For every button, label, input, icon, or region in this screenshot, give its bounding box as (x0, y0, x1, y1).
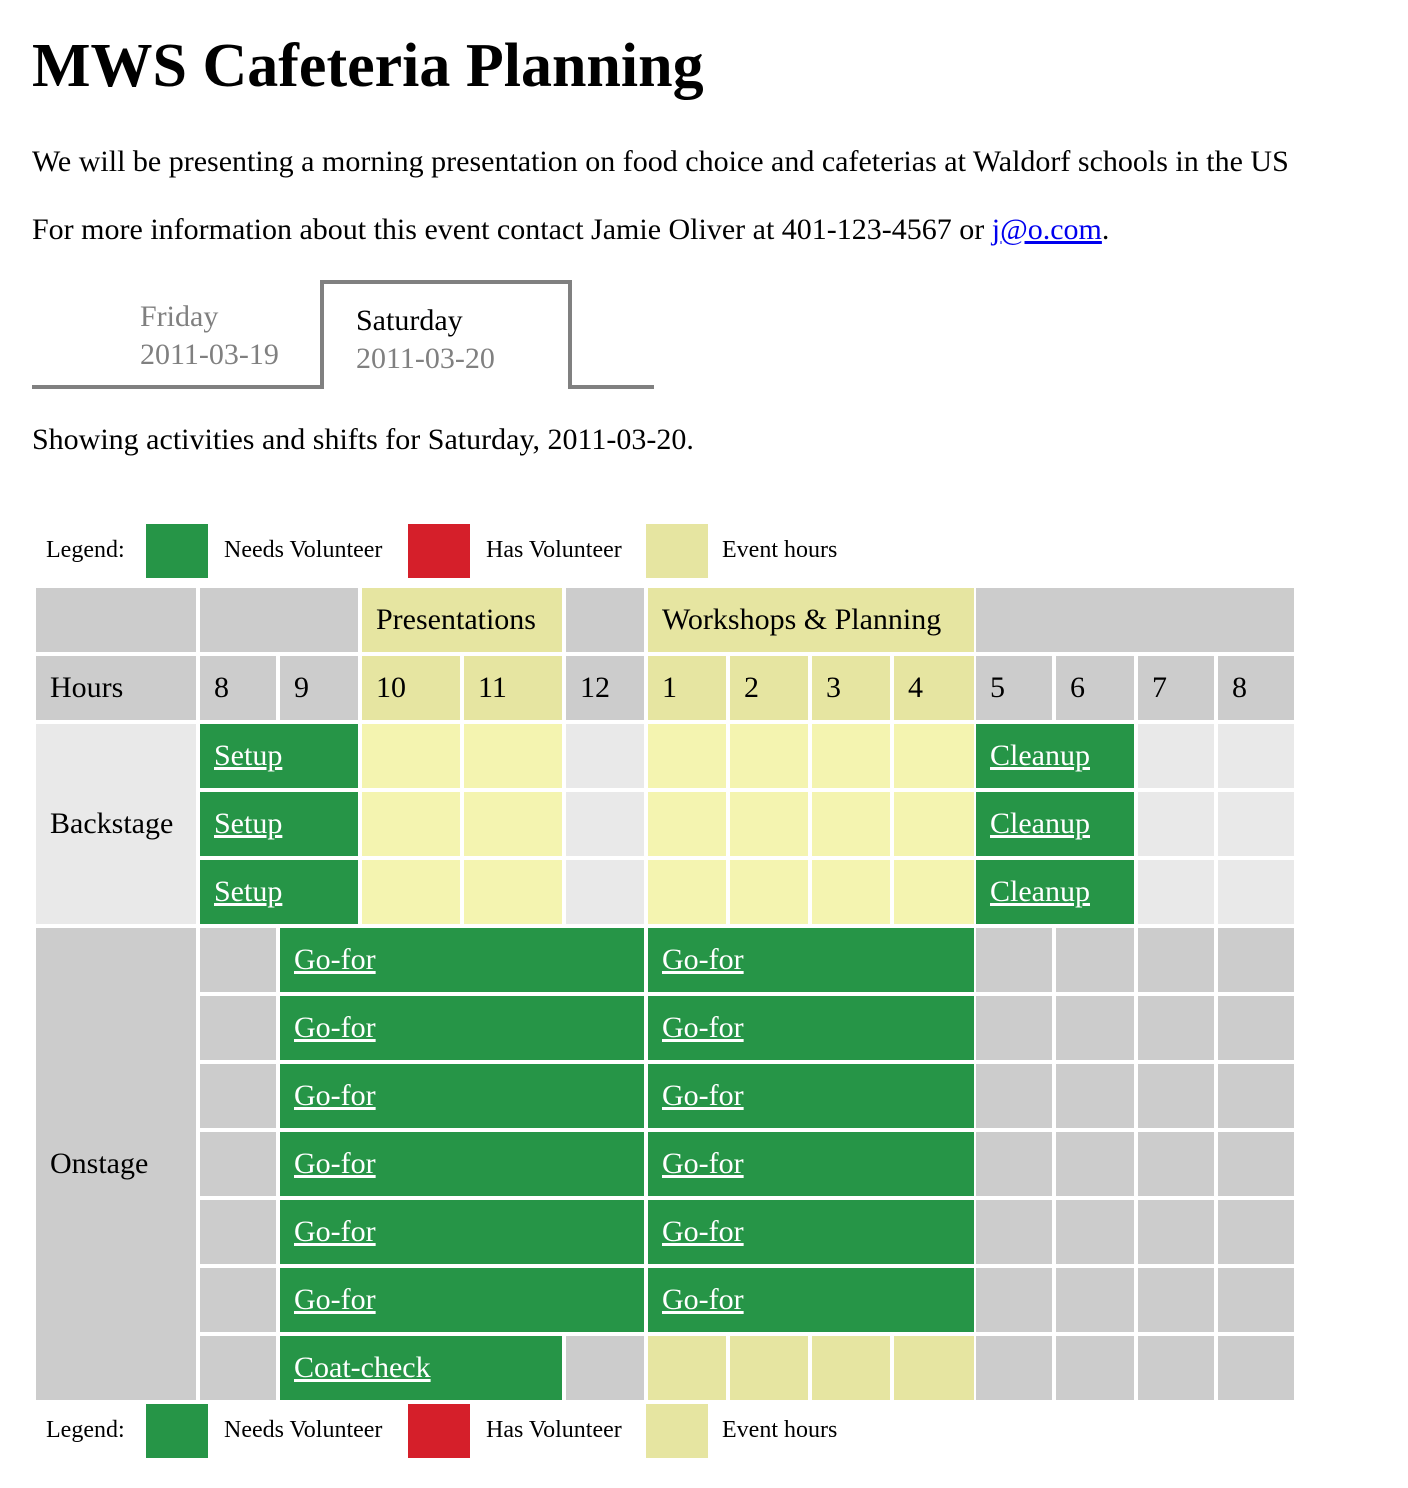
group-header-backstage (36, 724, 196, 924)
empty-slot (464, 792, 562, 856)
hour-label: 3 (826, 671, 841, 704)
empty-slot (1218, 928, 1294, 992)
empty-slot (648, 1336, 726, 1400)
shift-link[interactable]: Cleanup (990, 875, 1090, 908)
empty-slot (566, 724, 644, 788)
shift-link[interactable]: Cleanup (990, 807, 1090, 840)
empty-slot (1138, 792, 1214, 856)
hour-header (1056, 656, 1134, 720)
hour-label: 5 (990, 671, 1005, 704)
shift-cell (648, 1268, 974, 1332)
hours-label: Hours (50, 671, 124, 704)
empty-slot (1138, 860, 1214, 924)
shift-cell (280, 1268, 644, 1332)
empty-slot (1056, 1268, 1134, 1332)
hour-label: 7 (1152, 671, 1167, 704)
has-volunteer-label: Has Volunteer (486, 537, 622, 563)
empty-slot (1138, 928, 1214, 992)
shift-cell (280, 1200, 644, 1264)
empty-slot (1218, 1132, 1294, 1196)
hour-header (812, 656, 890, 720)
empty-slot (1056, 996, 1134, 1060)
empty-slot (648, 792, 726, 856)
shift-link[interactable]: Cleanup (990, 739, 1090, 772)
legend-label: Legend: (46, 1417, 125, 1443)
empty-slot (1218, 724, 1294, 788)
shift-link[interactable]: Go-for (294, 1283, 376, 1316)
empty-slot (976, 1132, 1052, 1196)
shift-link[interactable]: Go-for (662, 1147, 744, 1180)
shift-cell (648, 996, 974, 1060)
shift-cell (648, 1200, 974, 1264)
empty-slot (1218, 860, 1294, 924)
hour-header (280, 656, 358, 720)
empty-slot (1218, 1200, 1294, 1264)
shift-link[interactable]: Setup (214, 739, 283, 772)
hour-label: 8 (214, 671, 229, 704)
tab-friday[interactable] (140, 298, 279, 374)
empty-slot (730, 1336, 808, 1400)
empty-slot (1218, 1268, 1294, 1332)
empty-slot (200, 1268, 276, 1332)
hour-label: 8 (1232, 671, 1247, 704)
needs-volunteer-swatch (146, 1404, 208, 1458)
hour-header (362, 656, 460, 720)
shift-link[interactable]: Go-for (662, 1011, 744, 1044)
session-workshops-planning (648, 588, 974, 652)
empty-slot (1218, 792, 1294, 856)
empty-slot (976, 996, 1052, 1060)
hour-label: 12 (580, 671, 610, 704)
session-label: Presentations (376, 603, 536, 636)
shift-cell (976, 724, 1134, 788)
shift-cell (280, 996, 644, 1060)
empty-slot (1138, 996, 1214, 1060)
event-hours-label: Event hours (722, 1417, 838, 1443)
group-name: Onstage (50, 1147, 149, 1180)
group-header-onstage (36, 928, 196, 1400)
hour-label: 6 (1070, 671, 1085, 704)
empty-slot (812, 724, 890, 788)
empty-slot (648, 724, 726, 788)
event-hours-label: Event hours (722, 537, 838, 563)
shift-link[interactable]: Coat-check (294, 1351, 431, 1384)
empty-slot (894, 724, 974, 788)
empty-slot (362, 860, 460, 924)
showing-text: Showing activities and shifts for Saturday, 2011-03-20. (32, 423, 694, 456)
empty-slot (976, 1200, 1052, 1264)
empty-slot (730, 724, 808, 788)
empty-slot (976, 1268, 1052, 1332)
intro-text: We will be presenting a morning presentation on food choice and cafeterias at Waldorf schools in the US (32, 145, 1289, 178)
empty-slot (1218, 1336, 1294, 1400)
shift-link[interactable]: Setup (214, 875, 283, 908)
shift-cell (280, 1132, 644, 1196)
shift-cell (280, 1336, 562, 1400)
hour-header (976, 656, 1052, 720)
shift-cell (976, 860, 1134, 924)
empty-slot (1056, 928, 1134, 992)
shift-link[interactable]: Go-for (662, 943, 744, 976)
empty-slot (1138, 1200, 1214, 1264)
needs-volunteer-label: Needs Volunteer (224, 1417, 383, 1443)
empty-slot (1138, 724, 1214, 788)
hour-header (566, 656, 644, 720)
day-tabs (32, 280, 654, 390)
shift-link[interactable]: Go-for (662, 1079, 744, 1112)
empty-slot (894, 860, 974, 924)
hour-label: 11 (478, 671, 507, 704)
empty-slot (976, 1064, 1052, 1128)
empty-slot (1138, 1268, 1214, 1332)
hour-header (1138, 656, 1214, 720)
shift-link[interactable]: Go-for (294, 943, 376, 976)
hour-label: 2 (744, 671, 759, 704)
empty-slot (730, 792, 808, 856)
tab-friday-day: Friday (140, 300, 219, 333)
empty-slot (1056, 1064, 1134, 1128)
empty-slot (648, 860, 726, 924)
legend-bottom (36, 1400, 936, 1460)
tab-saturday-day: Saturday (356, 304, 463, 337)
shift-cell (200, 860, 358, 924)
empty-slot (362, 724, 460, 788)
shift-cell (976, 792, 1134, 856)
empty-slot (894, 1336, 974, 1400)
hour-label: 9 (294, 671, 309, 704)
needs-volunteer-label: Needs Volunteer (224, 537, 383, 563)
empty-slot (200, 996, 276, 1060)
session-gap (566, 588, 644, 652)
has-volunteer-swatch (408, 524, 470, 578)
shift-link[interactable]: Go-for (662, 1283, 744, 1316)
tab-friday-date: 2011-03-19 (140, 338, 279, 371)
empty-slot (976, 928, 1052, 992)
empty-slot (200, 1064, 276, 1128)
empty-slot (894, 792, 974, 856)
empty-slot (1056, 1132, 1134, 1196)
session-label: Workshops & Planning (662, 603, 942, 636)
empty-slot (812, 860, 890, 924)
shift-link[interactable]: Go-for (294, 1079, 376, 1112)
session-header-blank (36, 588, 196, 652)
contact-text (32, 210, 1109, 250)
empty-slot (1056, 1336, 1134, 1400)
shift-link[interactable]: Go-for (294, 1011, 376, 1044)
hour-label: 10 (376, 671, 406, 704)
hour-header (648, 656, 726, 720)
group-name: Backstage (50, 807, 174, 840)
empty-slot (566, 1336, 644, 1400)
empty-slot (1138, 1132, 1214, 1196)
empty-slot (464, 860, 562, 924)
hour-header (894, 656, 974, 720)
session-presentations (362, 588, 562, 652)
empty-slot (976, 1336, 1052, 1400)
tab-baseline-left (32, 385, 322, 389)
event-hours-swatch (646, 524, 708, 578)
empty-slot (200, 1336, 276, 1400)
shift-cell (280, 1064, 644, 1128)
has-volunteer-swatch (408, 1404, 470, 1458)
empty-slot (1138, 1064, 1214, 1128)
empty-slot (812, 1336, 890, 1400)
shift-link[interactable]: Setup (214, 807, 283, 840)
hour-label: 1 (662, 671, 677, 704)
empty-slot (1138, 1336, 1214, 1400)
session-gap (976, 588, 1294, 652)
shift-cell (280, 928, 644, 992)
contact-prefix: For more information about this event contact Jamie Oliver at 401-123-4567 or (32, 213, 992, 246)
hour-label: 4 (908, 671, 923, 704)
tab-saturday-date: 2011-03-20 (356, 342, 495, 375)
legend-label: Legend: (46, 537, 125, 563)
shift-cell (648, 1064, 974, 1128)
shift-link[interactable]: Go-for (294, 1215, 376, 1248)
contact-suffix: . (1101, 213, 1110, 246)
empty-slot (362, 792, 460, 856)
empty-slot (200, 1200, 276, 1264)
page-title: MWS Cafeteria Planning (32, 32, 704, 100)
hour-header (464, 656, 562, 720)
legend-top (36, 520, 936, 580)
empty-slot (1056, 1200, 1134, 1264)
shift-cell (200, 792, 358, 856)
empty-slot (566, 792, 644, 856)
empty-slot (1218, 996, 1294, 1060)
empty-slot (200, 928, 276, 992)
shift-link[interactable]: Go-for (294, 1147, 376, 1180)
empty-slot (812, 792, 890, 856)
shift-cell (200, 724, 358, 788)
has-volunteer-label: Has Volunteer (486, 1417, 622, 1443)
tab-saturday[interactable] (320, 280, 572, 389)
hours-header (36, 656, 196, 720)
hour-header (1218, 656, 1294, 720)
hour-header (200, 656, 276, 720)
shift-cell (648, 1132, 974, 1196)
hour-header (730, 656, 808, 720)
needs-volunteer-swatch (146, 524, 208, 578)
event-hours-swatch (646, 1404, 708, 1458)
shift-cell (648, 928, 974, 992)
empty-slot (200, 1132, 276, 1196)
empty-slot (566, 860, 644, 924)
session-gap (200, 588, 358, 652)
shift-link[interactable]: Go-for (662, 1215, 744, 1248)
empty-slot (464, 724, 562, 788)
contact-email-link[interactable]: j@o.com (991, 213, 1102, 246)
empty-slot (1218, 1064, 1294, 1128)
empty-slot (730, 860, 808, 924)
